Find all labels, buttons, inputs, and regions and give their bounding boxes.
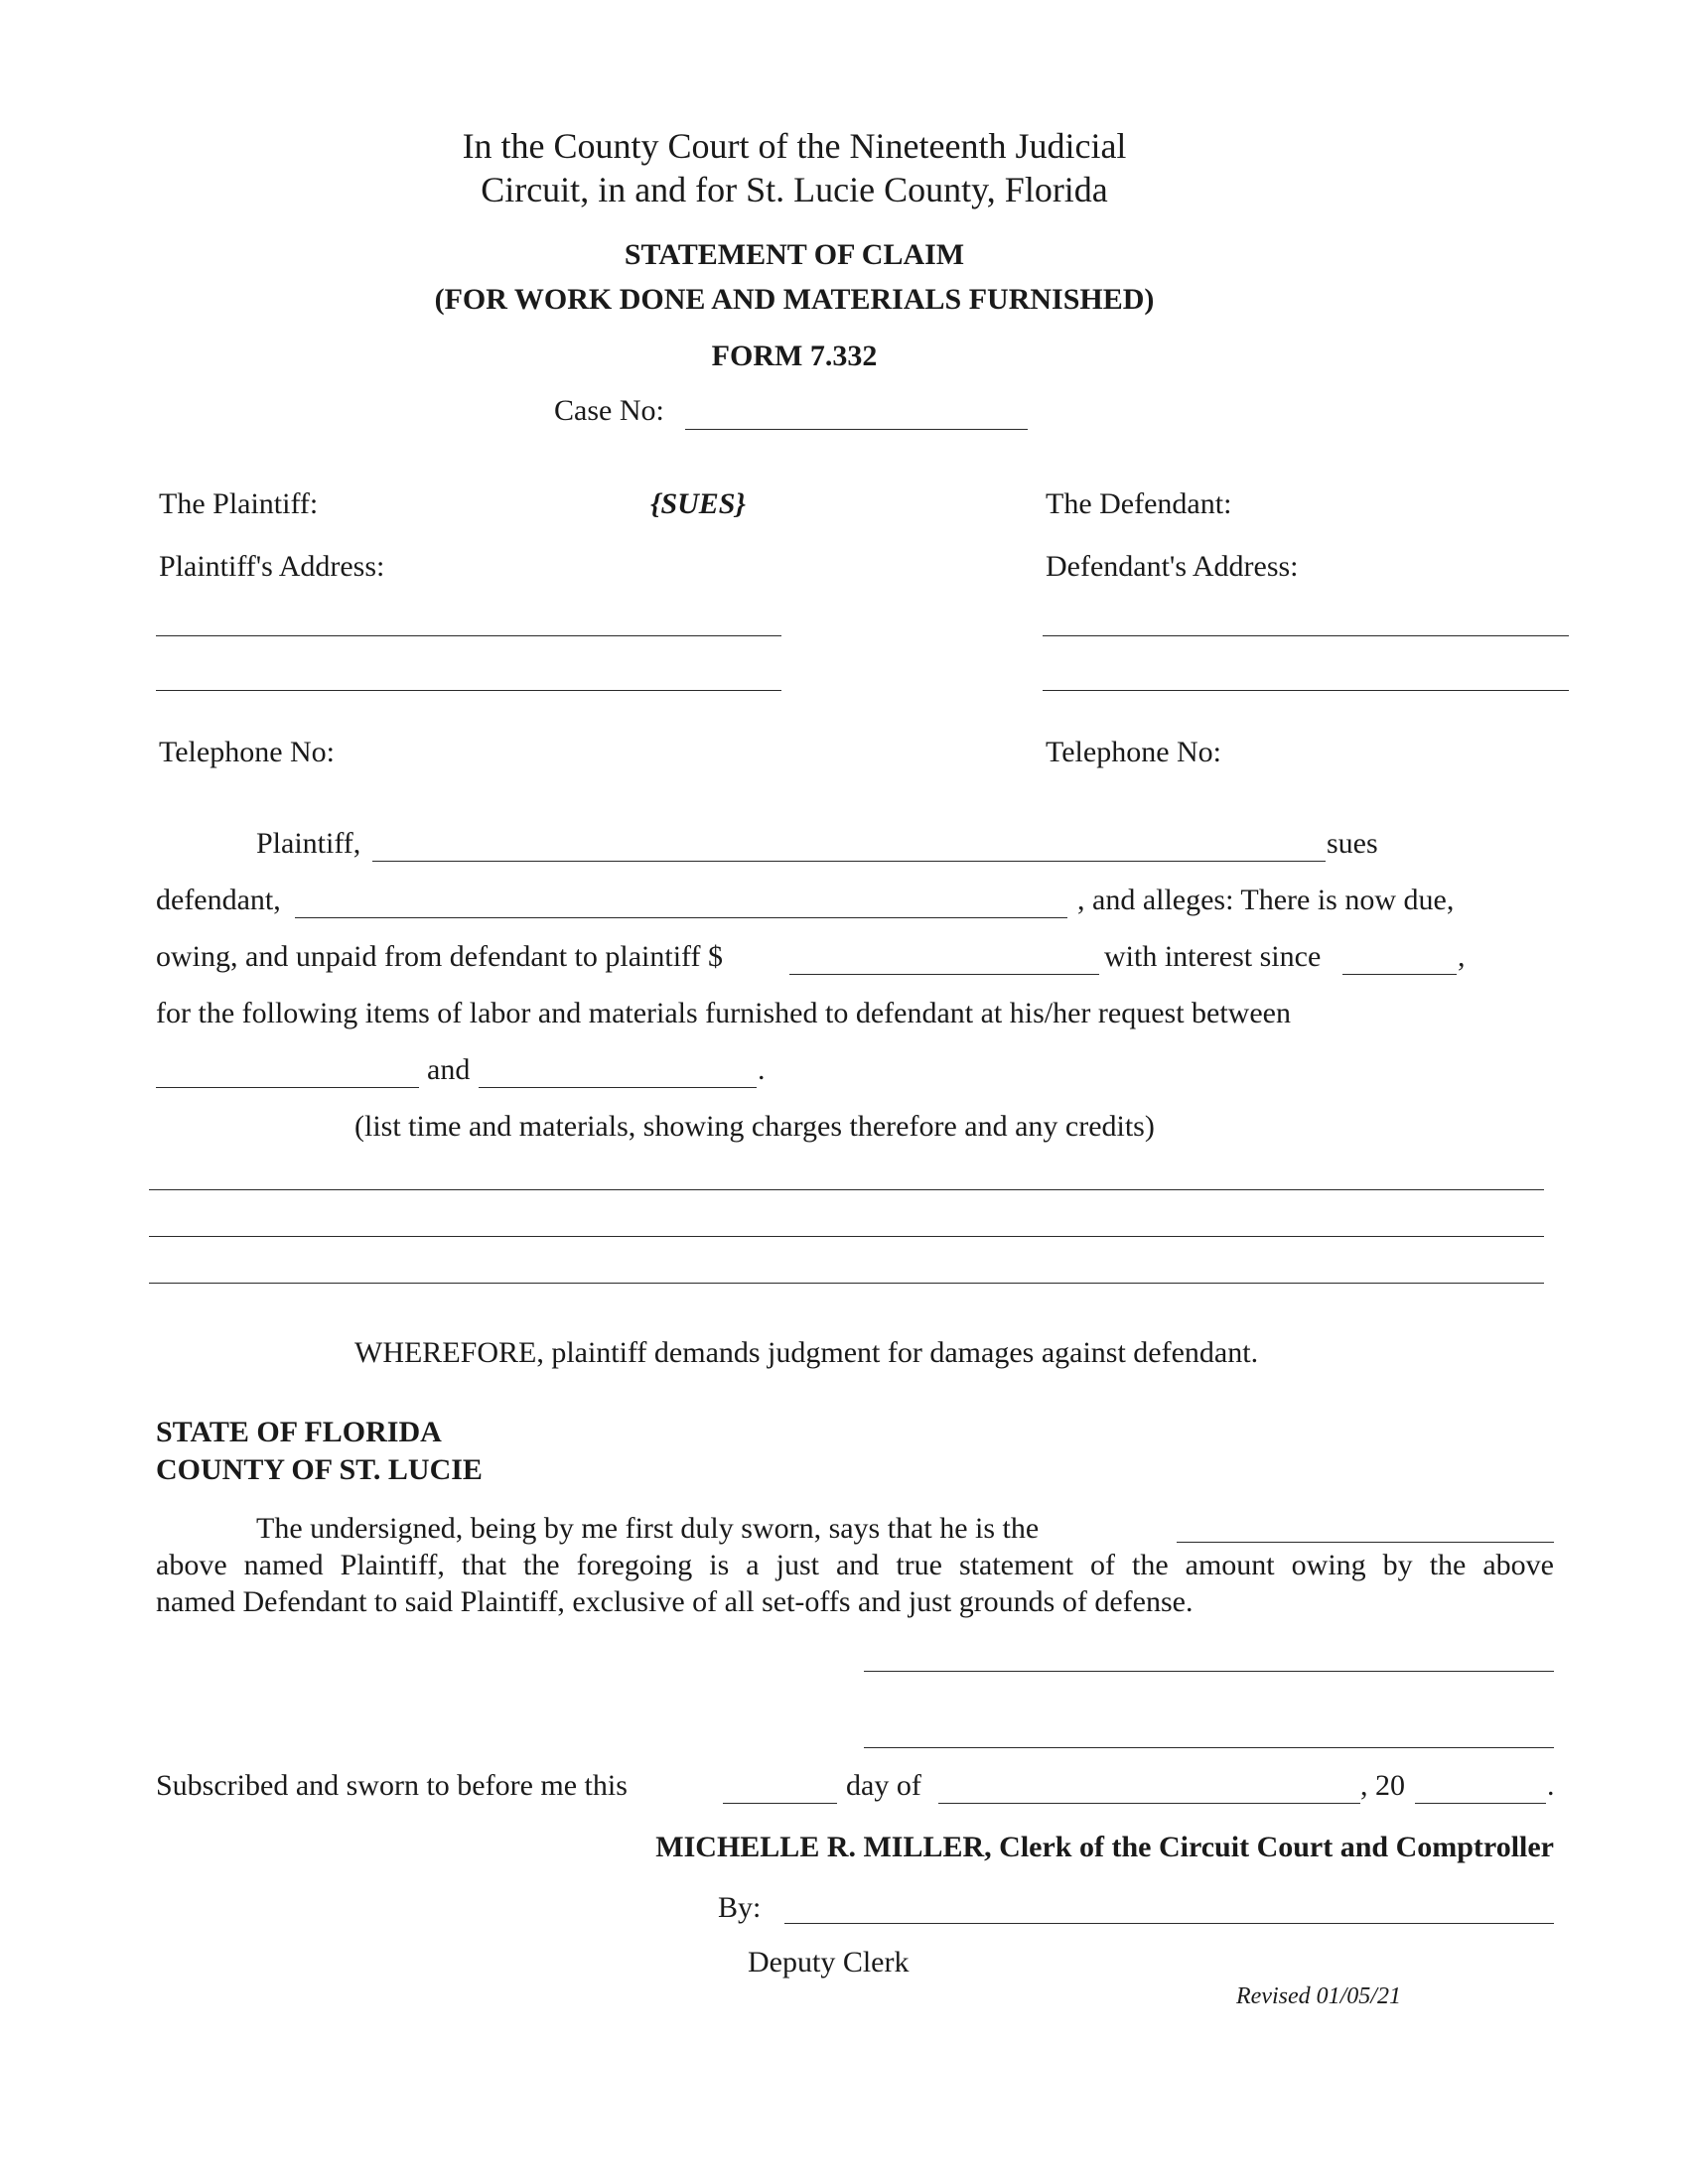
court-name-line-2: Circuit, in and for St. Lucie County, Florida (481, 170, 1108, 209)
plaintiff-phone-label: Telephone No: (159, 736, 336, 768)
day-field[interactable] (723, 1803, 837, 1804)
defendant-address-label: Defendant's Address: (1046, 550, 1299, 583)
plaintiff-label: The Plaintiff: (159, 487, 319, 520)
sues-label: {SUES} (650, 487, 746, 520)
interest-since-field[interactable] (1342, 974, 1457, 975)
affiant-name-field[interactable] (864, 1747, 1554, 1748)
state-heading: STATE OF FLORIDA (156, 1416, 442, 1448)
claim-plaintiff-word: Plaintiff, (256, 827, 361, 860)
claim-owing-text: owing, and unpaid from defendant to plaintiff $ (156, 940, 723, 973)
year-prefix: , 20 (1360, 1769, 1405, 1802)
defendant-name-field[interactable] (295, 917, 1067, 918)
subscribed-text: Subscribed and sworn to before me this (156, 1769, 628, 1802)
jurat-period: . (1547, 1769, 1555, 1802)
list-instruction: (list time and materials, showing charges therefore and any credits) (354, 1110, 1155, 1143)
revised-date: Revised 01/05/21 (1236, 1983, 1401, 2009)
clerk-name: MICHELLE R. MILLER, Clerk of the Circuit Court and Comptroller (655, 1831, 1554, 1863)
form-number: FORM 7.332 (711, 340, 878, 372)
claim-defendant-word: defendant, (156, 884, 281, 916)
deputy-signature-field[interactable] (784, 1923, 1554, 1924)
sworn-line-2: above named Plaintiff, that the foregoing is a just and true statement of the amount owing by the above (156, 1549, 1554, 1581)
plaintiff-address-field-1[interactable] (156, 635, 781, 636)
plaintiff-address-field-2[interactable] (156, 690, 781, 691)
defendant-label: The Defendant: (1046, 487, 1232, 520)
county-heading: COUNTY OF ST. LUCIE (156, 1453, 483, 1486)
plaintiff-address-label: Plaintiff's Address: (159, 550, 385, 583)
items-field-1[interactable] (149, 1189, 1544, 1190)
plaintiff-name-field[interactable] (372, 861, 1326, 862)
claim-period: . (758, 1053, 766, 1086)
items-field-3[interactable] (149, 1283, 1544, 1284)
start-date-field[interactable] (156, 1087, 419, 1088)
claim-and-word: and (427, 1053, 471, 1086)
court-name-line-1: In the County Court of the Nineteenth Judicial (462, 126, 1127, 166)
defendant-address-field-1[interactable] (1043, 635, 1569, 636)
affiant-title-field[interactable] (1177, 1542, 1554, 1543)
deputy-clerk-label: Deputy Clerk (748, 1946, 910, 1979)
case-no-label: Case No: (554, 394, 664, 427)
defendant-address-field-2[interactable] (1043, 690, 1569, 691)
sworn-line-3: named Defendant to said Plaintiff, exclusive of all set-offs and just grounds of defense. (156, 1585, 1194, 1618)
sworn-line-1: The undersigned, being by me first duly sworn, says that he is the (256, 1512, 1040, 1545)
amount-field[interactable] (789, 974, 1099, 975)
year-field[interactable] (1415, 1803, 1546, 1804)
case-no-field[interactable] (685, 429, 1028, 430)
form-title: STATEMENT OF CLAIM (624, 238, 965, 271)
claim-interest-comma: , (1458, 940, 1466, 973)
items-field-2[interactable] (149, 1236, 1544, 1237)
affiant-signature-field[interactable] (864, 1671, 1554, 1672)
claim-interest-text: with interest since (1104, 940, 1322, 973)
day-of-text: day of (846, 1769, 921, 1802)
by-label: By: (718, 1891, 762, 1924)
claim-alleges-text: , and alleges: There is now due, (1077, 884, 1455, 916)
claim-items-text: for the following items of labor and materials furnished to defendant at his/her request between (156, 997, 1291, 1029)
claim-sues-word: sues (1327, 827, 1378, 860)
defendant-phone-label: Telephone No: (1046, 736, 1222, 768)
form-subtitle: (FOR WORK DONE AND MATERIALS FURNISHED) (434, 283, 1155, 316)
month-field[interactable] (938, 1803, 1360, 1804)
end-date-field[interactable] (479, 1087, 757, 1088)
wherefore-clause: WHEREFORE, plaintiff demands judgment for damages against defendant. (354, 1336, 1259, 1369)
